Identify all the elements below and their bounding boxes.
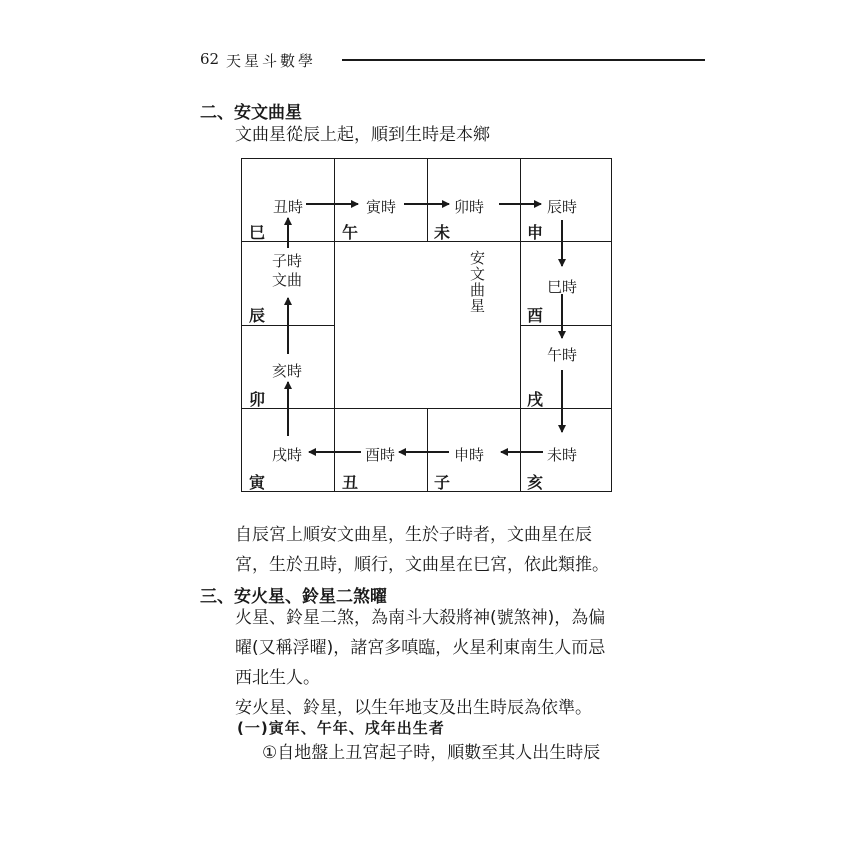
wenqu-label: 文曲 — [272, 271, 303, 289]
time-you: 酉時 — [365, 446, 396, 464]
time-xu: 戌時 — [272, 446, 303, 464]
section3-subheading: (一)寅年、午年、戌年出生者 — [237, 719, 445, 737]
section2-heading: 二、安文曲星 — [200, 103, 302, 123]
header-rule — [342, 59, 705, 61]
explanation-line1: 自辰宮上順安文曲星，生於子時者，文曲星在辰 — [235, 525, 592, 545]
time-wei: 未時 — [547, 446, 578, 464]
branch-zi: 子 — [434, 473, 451, 492]
running-header — [200, 50, 705, 72]
flow-arrows — [241, 158, 612, 492]
branch-shen: 申 — [527, 223, 544, 242]
time-chen: 辰時 — [547, 198, 578, 216]
branch-si: 巳 — [249, 223, 266, 242]
section3-line4: 安火星、鈴星，以生年地支及出生時辰為依準。 — [235, 698, 592, 718]
branch-chou: 丑 — [342, 473, 359, 492]
section3-line1: 火星、鈴星二煞，為南斗大殺將神(號煞神)，為偏 — [235, 608, 606, 628]
time-shen: 申時 — [454, 446, 485, 464]
palace-diagram — [241, 158, 612, 492]
time-si: 巳時 — [547, 278, 578, 296]
page-number: 62 — [200, 50, 220, 68]
time-wu: 午時 — [547, 346, 578, 364]
branch-hai: 亥 — [527, 473, 544, 492]
branch-chen: 辰 — [249, 306, 266, 325]
section2-rule: 文曲星從辰上起，順到生時是本鄉 — [235, 125, 490, 145]
section3-line3: 西北生人。 — [235, 668, 320, 688]
branch-you: 酉 — [527, 306, 544, 325]
book-title: 天星斗數學 — [226, 52, 317, 70]
branch-wei: 未 — [434, 223, 451, 242]
center-label: 安文曲星 — [468, 250, 486, 314]
branch-yin: 寅 — [249, 473, 266, 492]
branch-mao: 卯 — [249, 390, 266, 409]
section3-heading: 三、安火星、鈴星二煞曜 — [200, 587, 387, 607]
branch-wu: 午 — [342, 223, 359, 242]
section3-line2: 曜(又稱浮曜)，諸宮多嗔臨，火星利東南生人而忌 — [235, 638, 606, 658]
branch-xu: 戌 — [527, 390, 544, 409]
section3-step1: ①自地盤上丑宮起子時，順數至其人出生時辰 — [262, 743, 601, 763]
time-yin: 寅時 — [366, 198, 397, 216]
time-hai: 亥時 — [272, 362, 303, 380]
explanation-line2: 宮，生於丑時，順行，文曲星在巳宮，依此類推。 — [235, 555, 609, 575]
time-zi: 子時 — [272, 252, 303, 270]
time-chou: 丑時 — [273, 198, 304, 216]
time-mao: 卯時 — [454, 198, 485, 216]
